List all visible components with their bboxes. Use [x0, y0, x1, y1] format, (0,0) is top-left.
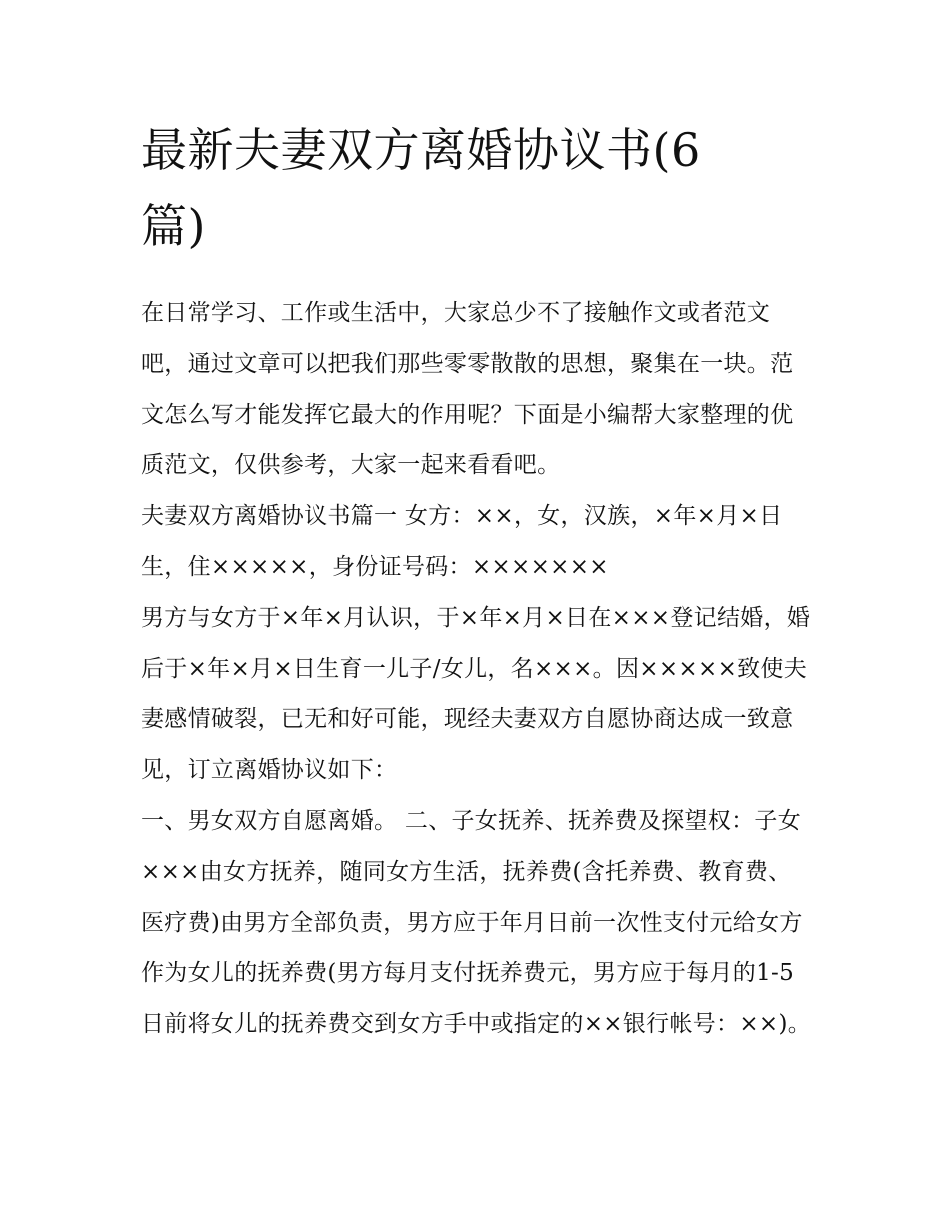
paragraph-intro: 在日常学习、工作或生活中，大家总少不了接触作文或者范文吧，通过文章可以把我们那些零零散散的思想，聚集在一块。范文怎么写才能发挥它最大的作用呢？下面是小编帮大家整理的优质范文，仅供参考，大家一起来看看吧。	[141, 300, 794, 479]
document-body	[141, 288, 813, 1050]
paragraph-agreement-terms: 一、男女双方自愿离婚。 二、子女抚养、抚养费及探望权：子女×××由女方抚养，随同女方生活，抚养费(含托养费、教育费、医疗费)由男方全部负责，男方应于年月日前一次性支付元给女方作为女儿的抚养费(男方每月支付抚养费元，男方应于每月的1-5日前将女儿的抚养费交到女方手中或指定的××银行帐号：××)。	[141, 807, 812, 1038]
paragraph-marriage-background: 男方与女方于×年×月认识，于×年×月×日在×××登记结婚，婚后于×年×月×日生育一儿子/女儿，名×××。因×××××致使夫妻感情破裂，已无和好可能，现经夫妻双方自愿协商达成一致意见，订立离婚协议如下：	[141, 604, 811, 784]
document-page	[141, 112, 813, 1050]
paragraph-party-info: 夫妻双方离婚协议书篇一 女方：××，女，汉族，×年×月×日生，住×××××，身份证号码：×××××××	[141, 503, 783, 580]
document-title: 最新夫妻双方离婚协议书(6篇)	[141, 123, 701, 253]
